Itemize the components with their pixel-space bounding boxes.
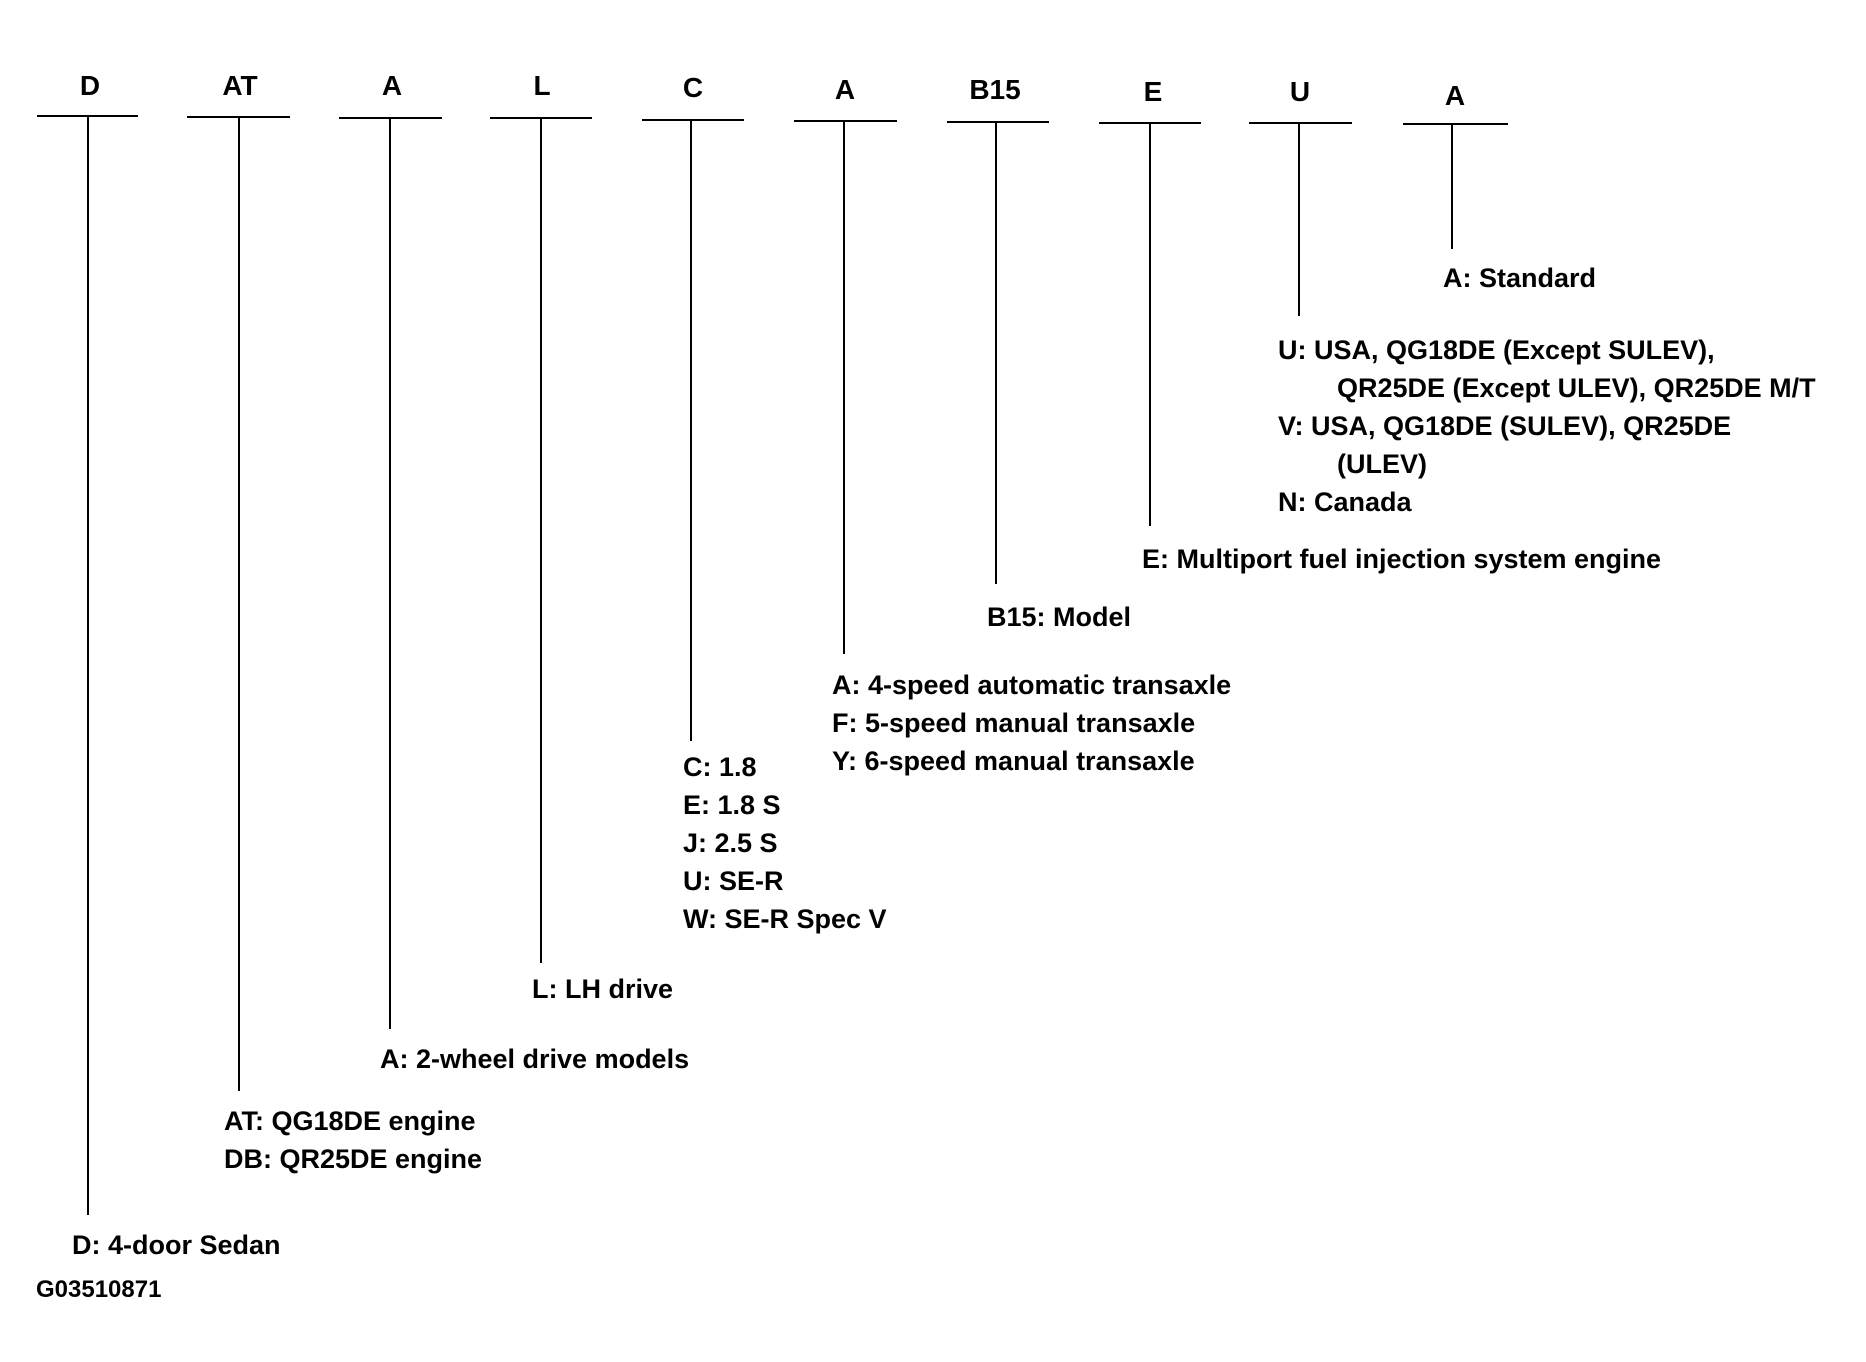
leader-line-e xyxy=(1149,122,1151,526)
description-line: V: USA, QG18DE (SULEV), QR25DE xyxy=(1278,411,1732,441)
leader-line-b15 xyxy=(995,121,997,584)
description-line: C: 1.8 xyxy=(683,752,757,782)
leader-line-a-drive xyxy=(389,117,391,1029)
description-line: A: 4-speed automatic transaxle xyxy=(832,670,1232,700)
description-l xyxy=(532,970,673,1008)
code-letter-a-transaxle: A xyxy=(834,74,856,105)
description-line: QR25DE (Except ULEV), QR25DE M/T xyxy=(1337,373,1816,403)
description-d xyxy=(72,1226,281,1264)
description-line: N: Canada xyxy=(1278,487,1412,517)
description-line: L: LH drive xyxy=(532,974,674,1004)
description-line: A: 2-wheel drive models xyxy=(380,1044,690,1074)
description-e xyxy=(1142,540,1661,578)
description-a-standard xyxy=(1443,259,1596,297)
description-line: E: 1.8 S xyxy=(683,790,781,820)
description-line: A: Standard xyxy=(1443,263,1597,293)
leader-line-d xyxy=(87,115,89,1215)
code-letter-at: AT xyxy=(222,70,258,101)
code-letter-l: L xyxy=(533,70,551,101)
description-b15 xyxy=(987,598,1131,636)
description-a-drive xyxy=(380,1040,689,1078)
description-line: U: SE-R xyxy=(683,866,784,896)
description-line: F: 5-speed manual transaxle xyxy=(832,708,1196,738)
description-a-transaxle xyxy=(832,666,1231,780)
leader-line-a-transaxle xyxy=(843,120,845,654)
description-line: U: USA, QG18DE (Except SULEV), xyxy=(1278,335,1715,365)
description-line: AT: QG18DE engine xyxy=(224,1106,476,1136)
code-underline-u xyxy=(1249,122,1352,124)
code-letter-u: U xyxy=(1289,76,1311,107)
code-letter-a-standard: A xyxy=(1444,80,1466,111)
figure-id: G03510871 xyxy=(36,1276,162,1303)
description-line: B15: Model xyxy=(987,602,1132,632)
leader-line-l xyxy=(540,117,542,963)
description-line: J: 2.5 S xyxy=(683,828,778,858)
code-letter-c: C xyxy=(682,72,704,103)
description-line: E: Multiport fuel injection system engine xyxy=(1142,544,1662,574)
code-letter-d: D xyxy=(79,70,101,101)
code-underline-b15 xyxy=(947,121,1049,123)
description-line: (ULEV) xyxy=(1337,449,1427,479)
description-line: DB: QR25DE engine xyxy=(224,1144,483,1174)
description-u xyxy=(1278,331,1816,521)
leader-line-c xyxy=(690,119,692,741)
description-at xyxy=(224,1102,482,1178)
description-line: D: 4-door Sedan xyxy=(72,1230,281,1260)
description-line: W: SE-R Spec V xyxy=(683,904,887,934)
leader-line-u xyxy=(1298,122,1300,316)
code-underline-a-transaxle xyxy=(794,120,897,122)
leader-line-a-standard xyxy=(1451,123,1453,249)
leader-line-at xyxy=(238,116,240,1091)
code-letter-a-drive: A xyxy=(381,70,403,101)
code-letter-e: E xyxy=(1143,76,1163,107)
code-letter-b15: B15 xyxy=(969,74,1021,105)
description-line: Y: 6-speed manual transaxle xyxy=(832,746,1195,776)
code-underline-a-standard xyxy=(1403,123,1508,125)
code-underline-c xyxy=(642,119,744,121)
